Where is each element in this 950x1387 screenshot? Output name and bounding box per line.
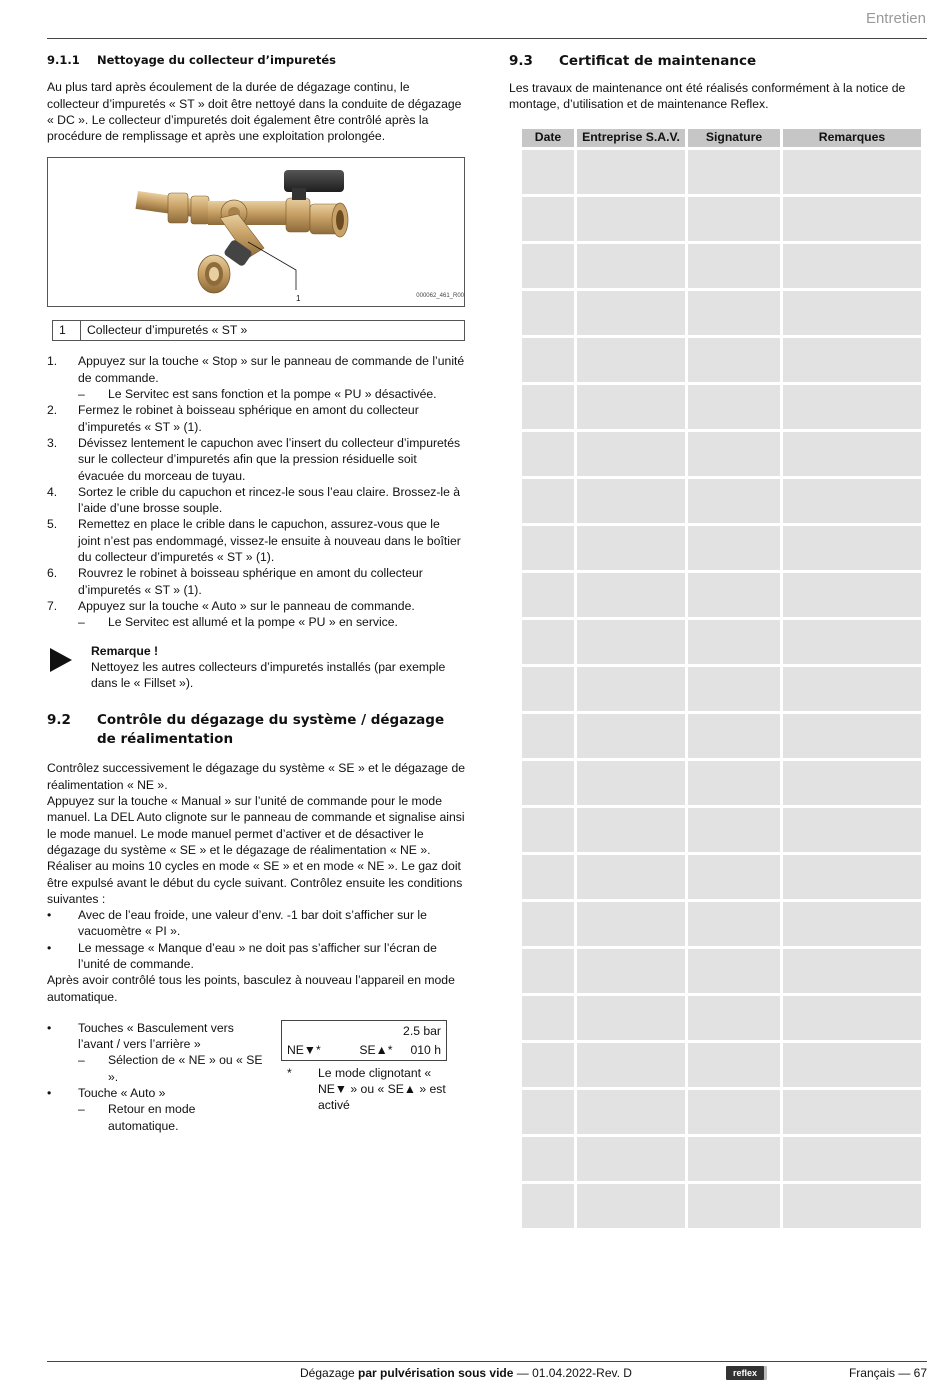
table-row: [522, 432, 921, 476]
table-cell: [522, 761, 574, 805]
display-se: SE▲*: [359, 1042, 393, 1057]
table-cell: [577, 808, 685, 852]
right-column: [509, 52, 927, 1231]
table-cell: [783, 620, 921, 664]
table-cell: [577, 1184, 685, 1228]
footer-doc-title: Dégazage par pulvérisation sous vide — 01.04.2022-Rev. D: [300, 1366, 632, 1380]
table-cell: [522, 150, 574, 194]
keys-block: [47, 1020, 465, 1140]
table-cell: [688, 1137, 780, 1181]
list-item: 7. Appuyez sur la touche « Auto » sur le panneau de commande.: [47, 598, 415, 613]
table-cell: [522, 808, 574, 852]
table-cell: [522, 338, 574, 382]
table-cell: [522, 197, 574, 241]
sub-item: – Retour en mode automatique.: [78, 1102, 196, 1133]
keys-list: [47, 1020, 267, 1134]
table-cell: [688, 761, 780, 805]
table-cell: [688, 197, 780, 241]
note-text: Nettoyez les autres collecteurs d’impuretés installés (par exemple dans le « Fillset »).: [91, 659, 446, 691]
table-cell: [522, 1137, 574, 1181]
table-cell: [688, 338, 780, 382]
intro-paragraph: Les travaux de maintenance ont été réalisés conformément à la notice de montage, d’utilisation et de maintenance Reflex.: [509, 81, 906, 112]
table-cell: [577, 479, 685, 523]
table-cell: [783, 902, 921, 946]
table-cell: [688, 244, 780, 288]
list-item: 2. Fermez le robinet à boisseau sphérique en amont du collecteur d’impuretés « ST » (1).: [47, 403, 419, 434]
table-cell: [522, 385, 574, 429]
header-rule: [47, 38, 927, 39]
legend-number: 1: [53, 321, 81, 340]
section-9-2-heading: [47, 711, 465, 749]
list-item: • Le message « Manque d’eau » ne doit pas s’afficher sur l’écran de l’unité de commande.: [47, 940, 437, 971]
table-cell: [783, 996, 921, 1040]
table-cell: [522, 620, 574, 664]
table-cell: [522, 244, 574, 288]
table-cell: [688, 479, 780, 523]
table-row: [522, 620, 921, 664]
table-row: [522, 667, 921, 711]
table-cell: [783, 855, 921, 899]
table-cell: [577, 197, 685, 241]
table-row: [522, 855, 921, 899]
display-ne: NE▼*: [287, 1042, 321, 1057]
table-cell: [688, 291, 780, 335]
page-footer: [47, 1366, 927, 1382]
table-cell: [783, 291, 921, 335]
controller-display: [281, 1020, 447, 1061]
table-cell: [577, 385, 685, 429]
table-row: [522, 244, 921, 288]
table-cell: [688, 808, 780, 852]
display-pressure: 2.5 bar: [403, 1023, 441, 1038]
reflex-logo: reflex: [726, 1366, 764, 1380]
table-cell: [522, 996, 574, 1040]
section-title: Nettoyage du collecteur d’impuretés: [97, 53, 336, 67]
section-number: 9.3: [509, 53, 533, 69]
column-header-date: Date: [522, 129, 574, 147]
table-row: [522, 1137, 921, 1181]
table-cell: [688, 667, 780, 711]
intro-paragraph: Au plus tard après écoulement de la durée de dégazage continu, le collecteur d’impuretés « ST » doit être nettoyé dans la conduite de dégazage « DC ». Le collecteur d’impuretés doit également être contrôlé après la procédure de remplissage et après une exploitation prolongée.: [47, 80, 462, 144]
maintenance-certificate-table: [519, 126, 924, 1231]
blink-mode-note: * Le mode clignotant « NE▼ » ou « SE▲ » est activé: [287, 1065, 446, 1113]
section-9-1-1-heading: [47, 52, 465, 68]
table-cell: [783, 1184, 921, 1228]
table-row: [522, 949, 921, 993]
left-column: [47, 52, 465, 1140]
figure-callout-number: 1: [296, 294, 301, 304]
table-cell: [783, 385, 921, 429]
table-cell: [577, 714, 685, 758]
table-row: [522, 197, 921, 241]
table-row: [522, 808, 921, 852]
table-cell: [522, 479, 574, 523]
remark-note: [47, 643, 465, 692]
display-hours: 010 h: [410, 1042, 441, 1057]
paragraph: Appuyez sur la touche « Manual » sur l’unité de commande pour le mode manuel. La DEL Auto clignote sur le panneau de commande et signalise ainsi le mode manuel. Le mode manuel permet d’activer et de désactiver le dégazage du système « SE » et le dégazage de réalimentation « NE ».: [47, 794, 465, 857]
table-cell: [522, 526, 574, 570]
table-cell: [522, 714, 574, 758]
table-row: [522, 526, 921, 570]
list-item: 1. Appuyez sur la touche « Stop » sur le panneau de commande de l’unité de commande.: [47, 354, 465, 385]
table-cell: [688, 432, 780, 476]
table-cell: [783, 1137, 921, 1181]
list-item: • Touches « Basculement vers l’avant / vers l’arrière »: [47, 1020, 234, 1052]
table-cell: [688, 855, 780, 899]
conditions-list: [47, 907, 465, 972]
table-cell: [522, 573, 574, 617]
valve-illustration: [48, 158, 464, 306]
column-header-remarks: Remarques: [783, 129, 921, 147]
table-cell: [688, 902, 780, 946]
column-header-signature: Signature: [688, 129, 780, 147]
sub-item: – Le Servitec est allumé et la pompe « PU » en service.: [78, 615, 398, 630]
sub-item: – Sélection de « NE » ou « SE ».: [78, 1053, 263, 1084]
table-cell: [783, 150, 921, 194]
table-cell: [522, 1043, 574, 1087]
table-cell: [688, 573, 780, 617]
table-cell: [522, 855, 574, 899]
footer-page-number: Français — 67: [848, 1366, 927, 1380]
dirt-collector-figure: [47, 157, 465, 307]
cleaning-steps: [47, 353, 465, 630]
table-cell: [688, 526, 780, 570]
table-row: [522, 385, 921, 429]
table-cell: [688, 714, 780, 758]
table-cell: [577, 949, 685, 993]
table-row: [522, 338, 921, 382]
table-cell: [577, 855, 685, 899]
table-cell: [783, 1090, 921, 1134]
table-row: [522, 1090, 921, 1134]
table-cell: [783, 197, 921, 241]
paragraph: Après avoir contrôlé tous les points, basculez à nouveau l’appareil en mode automatique.: [47, 973, 455, 1004]
table-cell: [783, 526, 921, 570]
column-header-company: Entreprise S.A.V.: [577, 129, 685, 147]
certificate-rows: [522, 150, 921, 1228]
table-cell: [522, 667, 574, 711]
sub-item: – Le Servitec est sans fonction et la pompe « PU » désactivée.: [78, 387, 437, 402]
list-item: • Touche « Auto »: [47, 1086, 166, 1101]
arrow-right-icon: [47, 643, 91, 692]
table-row: [522, 714, 921, 758]
table-cell: [783, 573, 921, 617]
table-cell: [783, 479, 921, 523]
table-cell: [688, 996, 780, 1040]
table-row: [522, 150, 921, 194]
list-item: 3. Dévissez lentement le capuchon avec l’insert du collecteur d’impuretés sur le collecteur d’impuretés afin que la pression résiduelle soit évacuée du morceau de tuyau.: [47, 435, 461, 483]
table-row: [522, 761, 921, 805]
table-cell: [577, 1043, 685, 1087]
table-row: [522, 996, 921, 1040]
list-item: 6. Rouvrez le robinet à boisseau sphérique en amont du collecteur d’impuretés « ST » (1).: [47, 566, 423, 597]
table-cell: [577, 432, 685, 476]
paragraph: Réaliser au moins 10 cycles en mode « SE » et en mode « NE ». Le gaz doit être expulsé avant le début du cycle suivant. Contrôlez ensuite les conditions suivantes :: [47, 859, 463, 906]
table-row: [522, 479, 921, 523]
table-row: [522, 1184, 921, 1228]
table-cell: [522, 949, 574, 993]
table-cell: [688, 385, 780, 429]
section-9-3-heading: [509, 52, 927, 71]
table-cell: [783, 667, 921, 711]
section-number: 9.1.1: [47, 53, 80, 67]
table-cell: [522, 1184, 574, 1228]
footer-rule: [47, 1361, 927, 1362]
table-cell: [577, 291, 685, 335]
table-row: [522, 291, 921, 335]
table-cell: [577, 150, 685, 194]
table-cell: [783, 761, 921, 805]
table-cell: [522, 902, 574, 946]
table-row: [522, 573, 921, 617]
table-cell: [577, 1137, 685, 1181]
table-cell: [522, 291, 574, 335]
table-cell: [783, 338, 921, 382]
table-cell: [577, 1090, 685, 1134]
table-cell: [688, 949, 780, 993]
table-cell: [577, 996, 685, 1040]
table-cell: [577, 338, 685, 382]
section-title: Contrôle du dégazage du système / dégazage de réalimentation: [97, 712, 445, 748]
table-cell: [577, 244, 685, 288]
note-title: Remarque !: [91, 643, 159, 658]
running-header: Entretien: [865, 10, 926, 27]
list-item: • Avec de l’eau froide, une valeur d’env. -1 bar doit s’afficher sur le vacuomètre « PI ».: [47, 908, 427, 939]
paragraph: Contrôlez successivement le dégazage du système « SE » et le dégazage de réalimentation « NE ».: [47, 761, 466, 792]
table-cell: [688, 1090, 780, 1134]
table-cell: [688, 1184, 780, 1228]
table-row: [522, 1043, 921, 1087]
table-cell: [783, 714, 921, 758]
list-item: 4. Sortez le crible du capuchon et rincez-le sous l’eau claire. Brossez-le à l’aide d’une brosse souple.: [47, 484, 461, 516]
table-cell: [577, 526, 685, 570]
table-cell: [577, 667, 685, 711]
section-title: Certificat de maintenance: [559, 53, 757, 69]
figure-legend: [52, 320, 465, 341]
section-number: 9.2: [47, 712, 71, 729]
table-cell: [688, 150, 780, 194]
table-cell: [783, 244, 921, 288]
table-cell: [783, 432, 921, 476]
figure-code: 000062_461_R00: [416, 293, 464, 300]
table-cell: [783, 808, 921, 852]
table-cell: [577, 620, 685, 664]
legend-text: Collecteur d’impuretés « ST »: [87, 323, 248, 338]
table-cell: [577, 902, 685, 946]
table-cell: [522, 432, 574, 476]
table-cell: [577, 573, 685, 617]
table-cell: [577, 761, 685, 805]
table-cell: [688, 620, 780, 664]
table-cell: [688, 1043, 780, 1087]
table-row: [522, 902, 921, 946]
table-cell: [783, 1043, 921, 1087]
table-cell: [522, 1090, 574, 1134]
list-item: 5. Remettez en place le crible dans le capuchon, assurez-vous que le joint n’est pas endommagé, vissez-le ensuite à nouveau dans le boîtier du collecteur d’impuretés « ST » (1).: [47, 517, 461, 565]
table-cell: [783, 949, 921, 993]
